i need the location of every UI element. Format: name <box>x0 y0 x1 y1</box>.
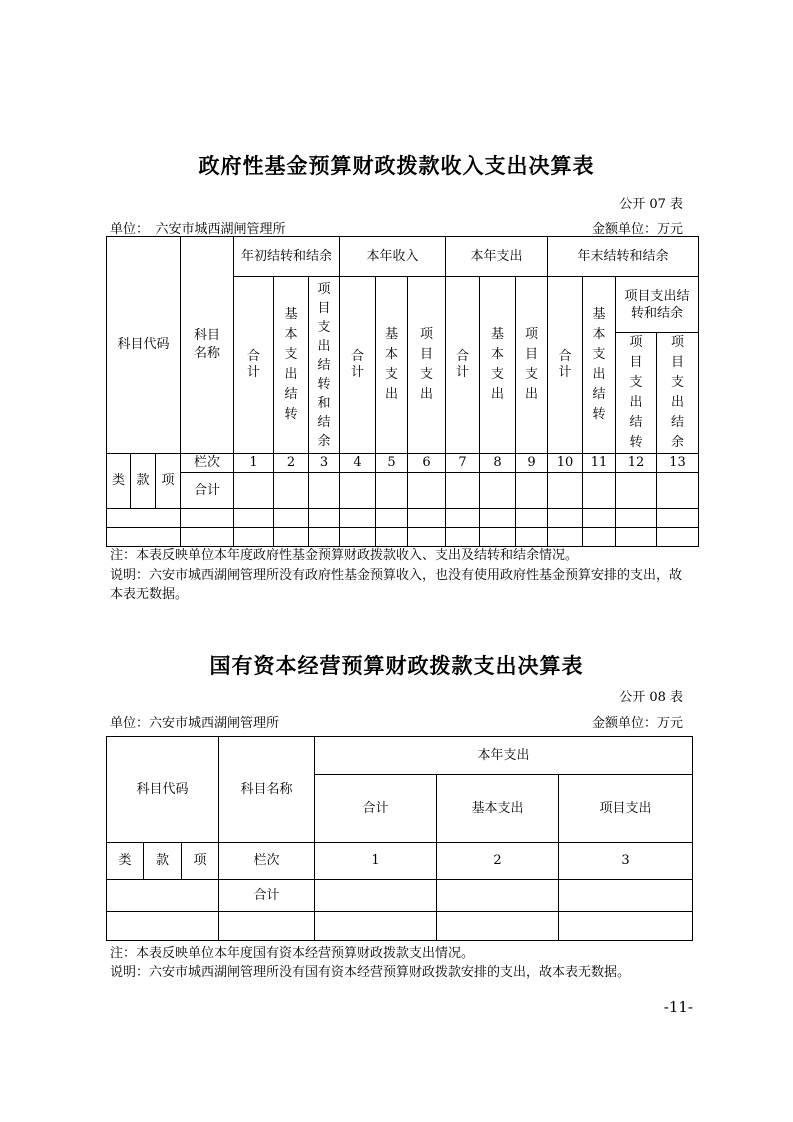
table1-title: 政府性基金预算财政拨款收入支出决算表 <box>198 154 595 178</box>
table1-explanation: 说明：六安市城西湖闸管理所没有政府性基金预算收入，也没有使用政府性基金预算安排的支出，故本表无数据。 <box>110 568 683 602</box>
table-cell <box>616 473 657 509</box>
table-cell <box>437 912 559 941</box>
kuan-header: 款 <box>131 454 156 509</box>
col-number: 7 <box>446 454 480 473</box>
income-project-header: 项目支出 <box>408 277 446 454</box>
income-basic-header: 基本支出 <box>376 277 408 454</box>
table2-title: 国有资本经营预算财政拨款支出决算表 <box>209 654 584 678</box>
table1 <box>106 236 699 547</box>
lanci-label: 栏次 <box>181 454 234 473</box>
heji-label: 合计 <box>219 880 315 912</box>
subject-name-header: 科目名称 <box>219 737 315 843</box>
begin-project-header: 项目支出结转和结余 <box>309 277 340 454</box>
table-cell <box>559 912 693 941</box>
table-cell <box>219 912 315 941</box>
end-project-header: 项目支出结转和结余 <box>616 277 699 333</box>
xiang-header: 项 <box>156 454 181 509</box>
lei-header: 类 <box>107 454 131 509</box>
expense-header: 本年支出 <box>315 737 693 775</box>
end-total-header: 合计 <box>548 277 583 454</box>
table-cell <box>408 509 446 528</box>
table2-code: 公开 08 表 <box>619 690 683 705</box>
col-number: 1 <box>234 454 274 473</box>
table-cell <box>583 509 616 528</box>
col-number: 8 <box>480 454 516 473</box>
table-cell <box>376 509 408 528</box>
table-cell <box>446 528 480 547</box>
table-row <box>107 509 699 528</box>
col-number: 1 <box>315 843 437 880</box>
begin-total-header: 合计 <box>234 277 274 454</box>
table-cell <box>376 473 408 509</box>
income-total-header: 合计 <box>340 277 376 454</box>
col-number: 10 <box>548 454 583 473</box>
lei-header: 类 <box>107 843 144 880</box>
basic-header: 基本支出 <box>437 775 559 843</box>
page-number: -11- <box>663 998 693 1016</box>
table-cell <box>181 509 234 528</box>
table2-explanation: 说明：六安市城西湖闸管理所没有国有资本经营预算财政拨款安排的支出，故本表无数据。 <box>110 965 631 980</box>
col-number: 12 <box>616 454 657 473</box>
table-cell <box>309 509 340 528</box>
col-number: 11 <box>583 454 616 473</box>
table-row <box>107 912 693 941</box>
table-cell <box>408 473 446 509</box>
heji-label: 合计 <box>181 473 234 509</box>
table-cell <box>548 509 583 528</box>
table-cell <box>274 509 309 528</box>
table-cell <box>340 473 376 509</box>
table-cell <box>480 509 516 528</box>
table1-note: 注：本表反映单位本年度政府性基金预算财政拨款收入、支出及结转和结余情况。 <box>110 548 579 563</box>
table-cell <box>181 528 234 547</box>
table-cell <box>376 528 408 547</box>
col-number: 3 <box>559 843 693 880</box>
table-cell <box>516 509 548 528</box>
table-cell <box>616 509 657 528</box>
table-cell <box>480 473 516 509</box>
table2 <box>106 736 693 941</box>
table-cell <box>274 473 309 509</box>
end-project-carry-header: 项目支出结转 <box>616 333 657 454</box>
table-cell <box>107 528 181 547</box>
table-cell <box>559 880 693 912</box>
end-project-surplus-header: 项目支出结余 <box>657 333 699 454</box>
table-cell <box>234 473 274 509</box>
table-cell <box>309 473 340 509</box>
table-cell <box>234 509 274 528</box>
begin-basic-header: 基本支出结转 <box>274 277 309 454</box>
table-cell <box>107 912 219 941</box>
table-row <box>107 528 699 547</box>
table1-code: 公开 07 表 <box>619 197 683 212</box>
col-number: 3 <box>309 454 340 473</box>
table-cell <box>480 528 516 547</box>
table-cell <box>234 528 274 547</box>
col-number: 2 <box>437 843 559 880</box>
total-header: 合计 <box>315 775 437 843</box>
table1-unit: 单位： 六安市城西湖闸管理所 <box>110 222 286 237</box>
expense-basic-header: 基本支出 <box>480 277 516 454</box>
expense-header: 本年支出 <box>446 237 548 277</box>
table-cell <box>548 528 583 547</box>
table-cell <box>657 528 699 547</box>
col-number: 9 <box>516 454 548 473</box>
table-cell <box>583 528 616 547</box>
table-cell <box>107 509 181 528</box>
expense-project-header: 项目支出 <box>516 277 548 454</box>
col-number: 6 <box>408 454 446 473</box>
subject-name-header: 科目名称 <box>181 237 234 454</box>
table-cell <box>548 473 583 509</box>
project-header: 项目支出 <box>559 775 693 843</box>
table-cell <box>446 509 480 528</box>
table-cell <box>107 880 219 912</box>
xiang-header: 项 <box>182 843 219 880</box>
table-cell <box>516 473 548 509</box>
expense-total-header: 合计 <box>446 277 480 454</box>
table-cell <box>408 528 446 547</box>
lanci-label: 栏次 <box>219 843 315 880</box>
table1-amount-unit: 金额单位：万元 <box>591 222 683 237</box>
end-basic-header: 基本支出结转 <box>583 277 616 454</box>
col-number: 2 <box>274 454 309 473</box>
table-cell <box>315 912 437 941</box>
col-number: 13 <box>657 454 699 473</box>
table-cell <box>657 509 699 528</box>
table2-unit: 单位：六安市城西湖闸管理所 <box>110 716 280 731</box>
end-balance-header: 年末结转和结余 <box>548 237 699 277</box>
col-number: 4 <box>340 454 376 473</box>
table-cell <box>516 528 548 547</box>
table-cell <box>657 473 699 509</box>
table-cell <box>437 880 559 912</box>
subject-code-header: 科目代码 <box>107 237 181 454</box>
kuan-header: 款 <box>144 843 182 880</box>
table-cell <box>446 473 480 509</box>
col-number: 5 <box>376 454 408 473</box>
table-row <box>107 880 693 912</box>
table-cell <box>315 880 437 912</box>
table-cell <box>309 528 340 547</box>
table-cell <box>340 528 376 547</box>
table-cell <box>583 473 616 509</box>
begin-balance-header: 年初结转和结余 <box>234 237 340 277</box>
table2-amount-unit: 金额单位：万元 <box>591 716 683 731</box>
table-cell <box>616 528 657 547</box>
subject-code-header: 科目代码 <box>107 737 219 843</box>
income-header: 本年收入 <box>340 237 446 277</box>
table-cell <box>340 509 376 528</box>
table-cell <box>274 528 309 547</box>
table2-note: 注：本表反映单位本年度国有资本经营预算财政拨款支出情况。 <box>110 946 475 961</box>
